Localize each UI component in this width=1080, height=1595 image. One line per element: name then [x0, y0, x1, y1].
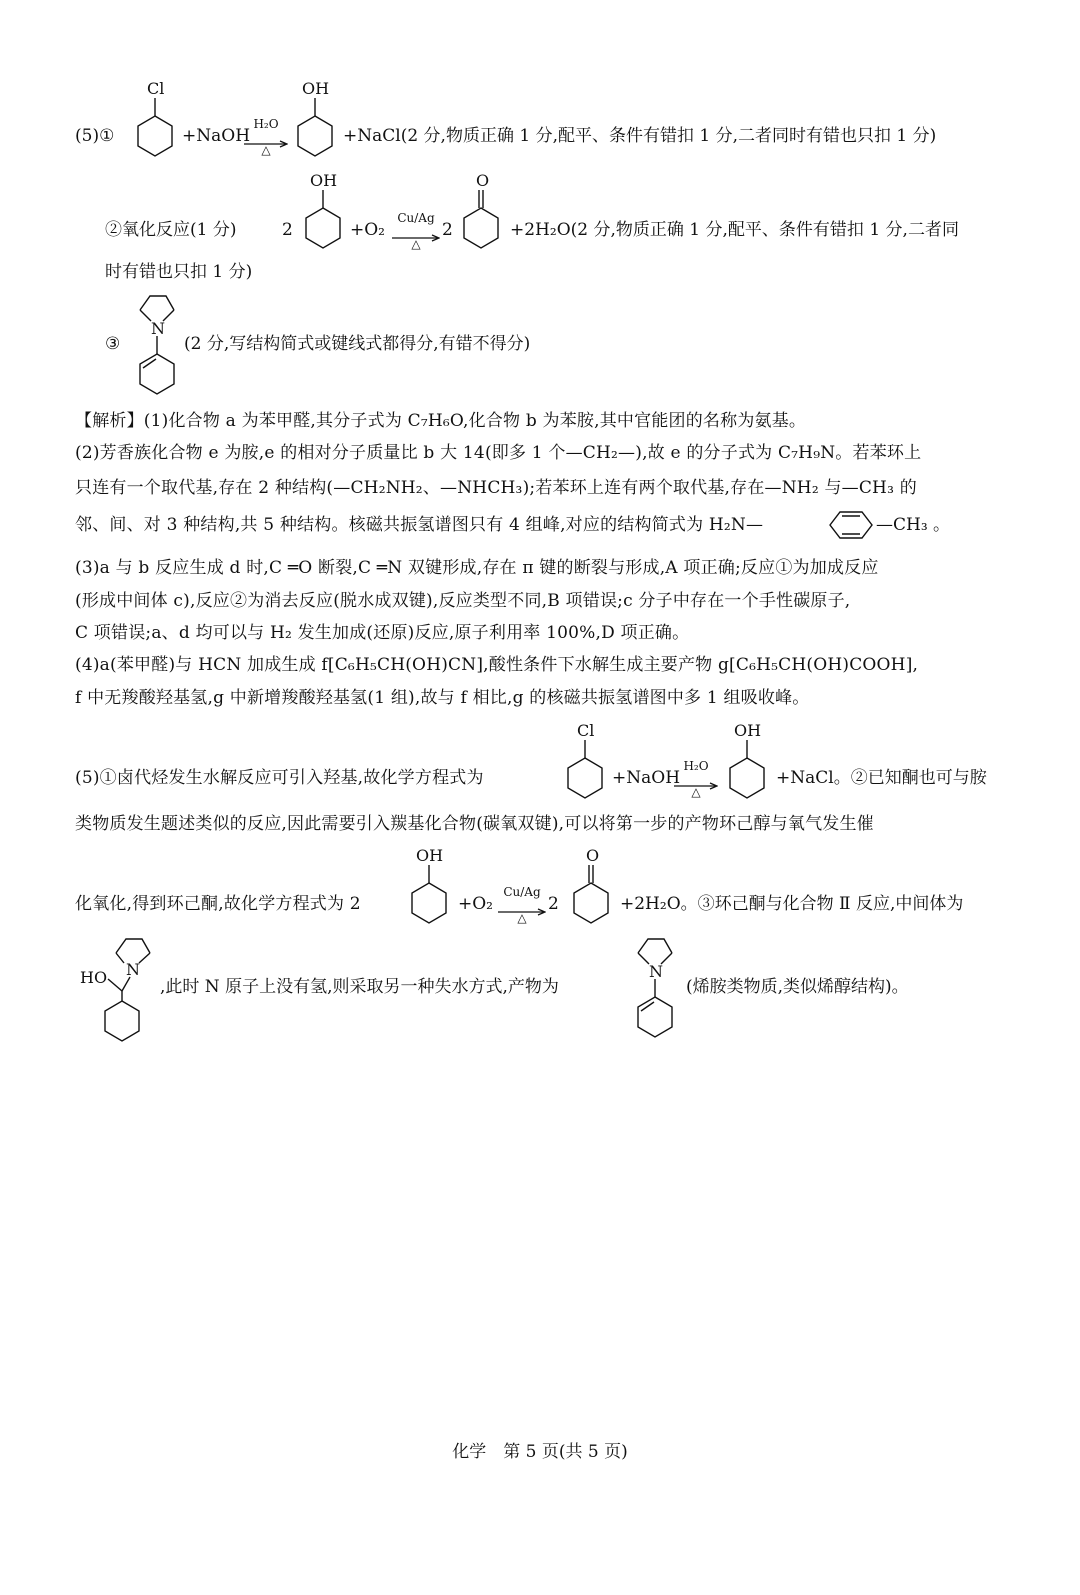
analysis-5c-end: +2H₂O。③环己酮与化合物 Ⅱ 反应,中间体为 — [620, 894, 964, 914]
answer-5-2-note-cont: 时有错也只扣 1 分) — [105, 262, 253, 282]
chlorocyclohexane-structure — [560, 720, 610, 800]
heat-condition: △ — [517, 911, 527, 925]
cyclohexanone-structure — [456, 170, 506, 250]
answer-5-2-note: +2H₂O(2 分,物质正确 1 分,配平、条件有错扣 1 分,二者同 — [510, 220, 959, 240]
heat-condition: △ — [411, 237, 421, 251]
analysis-5a: (5)①卤代烃发生水解反应可引入羟基,故化学方程式为 — [75, 768, 484, 788]
answer-5-1-note: +NaCl(2 分,物质正确 1 分,配平、条件有错扣 1 分,二者同时有错也只扣 1 分) — [343, 126, 937, 146]
answer-5-3-label: ③ — [105, 334, 121, 354]
answer-5-3-note: (2 分,写结构简式或键线式都得分,有错不得分) — [184, 334, 531, 354]
analysis-3c: C 项错误;a、d 均可以与 H₂ 发生加成(还原)反应,原子利用率 100%,D 项正确。 — [75, 623, 690, 643]
analysis-3b: (形成中间体 c),反应②为消去反应(脱水成双键),反应类型不同,B 项错误;c 分子中存在一个手性碳原子, — [75, 591, 851, 611]
cl-label: Cl — [147, 79, 165, 98]
heat-condition: △ — [261, 143, 271, 157]
reaction-arrow — [498, 885, 546, 925]
cyclohexanol-structure — [298, 170, 348, 250]
o-label: O — [476, 171, 490, 190]
chlorocyclohexane-structure — [130, 78, 180, 158]
reaction-arrow — [244, 117, 288, 157]
analysis-2c: 邻、间、对 3 种结构,共 5 种结构。核磁共振氢谱图只有 4 组峰,对应的结构简式为 H₂N— — [75, 515, 764, 535]
page-footer: 化学 第 5 页(共 5 页) — [452, 1442, 628, 1462]
analysis-2b: 只连有一个取代基,存在 2 种结构(—CH₂NH₂、—NHCH₃);若苯环上连有两个取代基,存在—NH₂ 与—CH₃ 的 — [75, 478, 917, 498]
ho-label: HO — [80, 968, 108, 987]
analysis-2a: (2)芳香族化合物 e 为胺,e 的相对分子质量比 b 大 14(即多 1 个—CH₂—),故 e 的分子式为 C₇H₉N。若苯环上 — [75, 443, 922, 463]
o2-text: +O₂ — [350, 220, 385, 240]
analysis-4b: f 中无羧酸羟基氢,g 中新增羧酸羟基氢(1 组),故与 f 相比,g 的核磁共振氢谱图中多 1 组吸收峰。 — [75, 688, 810, 708]
reaction-arrow — [674, 759, 718, 799]
cyclohexanol-structure — [722, 720, 772, 800]
intermediate-structure — [80, 935, 160, 1045]
oh-label: OH — [302, 79, 330, 98]
analysis-2c-end: —CH₃ 。 — [876, 515, 951, 535]
analysis-5a-end: +NaCl。②已知酮也可与胺 — [776, 768, 987, 788]
analysis-5d-end: (烯胺类物质,类似烯醇结构)。 — [686, 977, 909, 997]
analysis-5c: 化氧化,得到环己酮,故化学方程式为 2 — [75, 894, 361, 914]
cu-ag-condition: Cu/Ag — [397, 211, 435, 225]
analysis-4a: (4)a(苯甲醛)与 HCN 加成生成 f[C₆H₅CH(OH)CN],酸性条件下水解生成主要产物 g[C₆H₅CH(OH)COOH], — [75, 655, 919, 675]
reaction-arrow — [392, 211, 440, 251]
cyclohexanol-structure — [404, 845, 454, 925]
enamine-structure — [132, 292, 182, 398]
analysis-3a: (3)a 与 b 反应生成 d 时,C ═O 断裂,C ═N 双键形成,存在 π 键的断裂与形成,A 项正确;反应①为加成反应 — [75, 558, 879, 578]
analysis-5d: ,此时 N 原子上没有氢,则采取另一种失水方式,产物为 — [160, 977, 559, 997]
n-label: N — [649, 962, 663, 981]
cyclohexanone-structure — [566, 845, 616, 925]
cl-label: Cl — [577, 721, 595, 740]
analysis-1: 【解析】(1)化合物 a 为苯甲醛,其分子式为 C₇H₆O,化合物 b 为苯胺,其中官能团的名称为氨基。 — [75, 411, 807, 431]
n-label: N — [126, 960, 140, 979]
heat-condition: △ — [691, 785, 701, 799]
oh-label: OH — [310, 171, 338, 190]
naoh-text: +NaOH — [612, 768, 681, 788]
o2-text: +O₂ — [458, 894, 493, 914]
coefficient-2: 2 — [282, 220, 293, 240]
analysis-5b: 类物质发生题述类似的反应,因此需要引入羰基化合物(碳氧双键),可以将第一步的产物环己醇与氧气发生催 — [75, 814, 874, 834]
para-phenylene-ring — [828, 510, 874, 540]
naoh-text: +NaOH — [182, 126, 251, 146]
answer-5-2-label: ②氧化反应(1 分) — [105, 220, 237, 240]
coefficient-2: 2 — [442, 220, 453, 240]
answer-5-label: (5)① — [75, 126, 115, 146]
h2o-condition: H₂O — [253, 117, 279, 131]
enamine-structure — [630, 935, 680, 1041]
cu-ag-condition: Cu/Ag — [503, 885, 541, 899]
cyclohexanol-structure — [290, 78, 340, 158]
h2o-condition: H₂O — [683, 759, 709, 773]
oh-label: OH — [734, 721, 762, 740]
o-label: O — [586, 846, 600, 865]
coefficient-2: 2 — [548, 894, 559, 914]
oh-label: OH — [416, 846, 444, 865]
n-label: N — [151, 319, 165, 338]
